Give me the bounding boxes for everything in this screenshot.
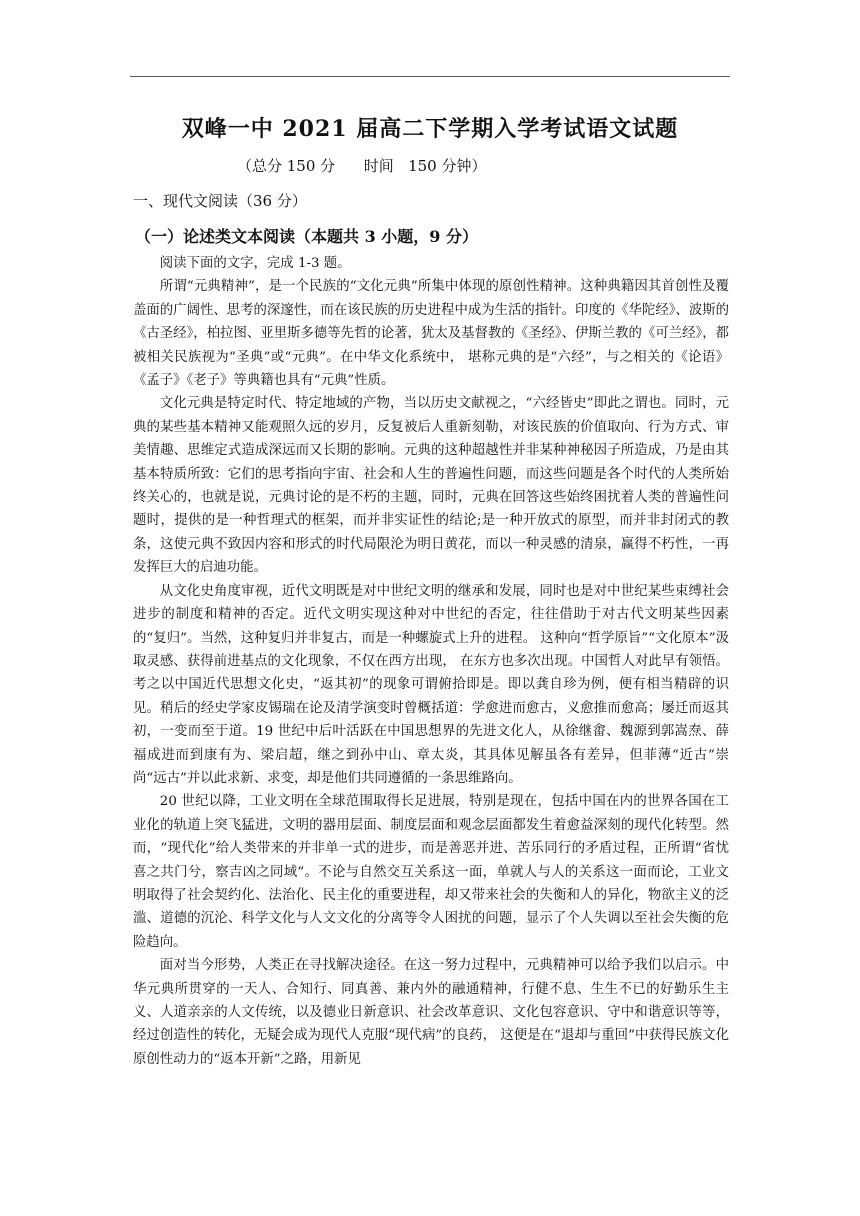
paragraph-3: 从文化史角度审视，近代文明既是对中世纪文明的继承和发展，同时也是对中世纪某些束缚社会进步的制度和精神的否定。近代文明实现这种对中世纪的否定，往往借助于对古代文明某些因素的“复归”。当然，这种复归并非复古，而是一种螺旋式上升的进程。 这种向“哲学原旨”“文化原本”汲取灵感、获得前进基点的文化现象，不仅在西方出现， 在东方也多次出现。中国哲人对此早有领悟。考之以中国近代思想文化史，“返其初”的现象可谓俯拾即是。即以龚自珍为例，便有相当精辟的识见。稍后的经史学家皮锡瑞在论及清学演变时曾概括道：学愈进而愈古，义愈推而愈高；屡迁而返其初，一变而至于道。19 世纪中后叶活跃在中国思想界的先进文化人，从徐继畬、魏源到郭嵩焘、薛福成进而到康有为、梁启超，继之到孙中山、章太炎，其具体见解虽各有差异，但菲薄“近古”崇尚“远古”并以此求新、求变，却是他们共同遵循的一条思维路向。 xyxy=(133,583,729,786)
page-title: 双峰一中 2021 届高二下学期入学考试语文试题 xyxy=(181,116,679,142)
paragraph-1: 所谓“元典精神”，是一个民族的“文化元典”所集中体现的原创性精神。这种典籍因其首创性及覆盖面的广阔性、思考的深邃性，而在该民族的历史进程中成为生活的指针。印度的《华陀经》、波斯的《古圣经》，柏拉图、亚里斯多德等先哲的论著，犹太及基督教的《圣经》、伊斯兰教的《可兰经》，都被相关民族视为“圣典”或“元典”。在中华文化系统中， 堪称元典的是“六经”，与之相关的《论语》《孟子》《老子》等典籍也具有“元典”性质。 xyxy=(133,279,729,389)
subsection-heading: （一）论述类文本阅读（本题共 3 小题，9 分） xyxy=(135,227,478,246)
instruction-line: 阅读下面的文字，完成 1-3 题。 xyxy=(159,256,351,271)
paragraph-2: 文化元典是特定时代、特定地域的产物，当以历史文献视之，“六经皆史”即此之谓也。同时，元典的某些基本精神又能观照久远的岁月，反复被后人重新刻勒，对该民族的价值取向、行为方式、审美情趣、思维定式造成深远而又长期的影响。元典的这种超越性并非某种神秘因子所造成，乃是由其基本特质所致：它们的思考指向宇宙、社会和人生的普遍性问题，而这些问题是各个时代的人类所始终关心的，也就是说，元典讨论的是不朽的主题，同时，元典在回答这些始终困扰着人类的普遍性问题时，提供的是一种哲理式的框架，而并非实证性的结论;是一种开放式的原型，而并非封闭式的教条，这使元典不致因内容和形式的时代局限沦为明日黄花，而以一种灵感的清泉，赢得不朽性，一再发挥巨大的启迪功能。 xyxy=(133,396,729,576)
reading-passage xyxy=(133,252,729,1071)
header-rule xyxy=(130,76,730,77)
section-heading: 一、现代文阅读（36 分） xyxy=(133,192,307,210)
exam-info: （总分 150 分 时间 150 分钟） xyxy=(237,157,487,175)
paragraph-5: 面对当今形势，人类正在寻找解决途径。在这一努力过程中，元典精神可以给予我们以启示。中华元典所贯穿的一天人、合知行、同真善、兼内外的融通精神，行健不息、生生不已的好勤乐生主义、人道亲亲的人文传统，以及德业日新意识、社会改革意识、文化包容意识、守中和谐意识等等，经过创造性的转化，无疑会成为现代人克服“现代病”的良药， 这便是在“退却与重回”中获得民族文化原创性动力的“返本开新”之路，用新见 xyxy=(133,958,729,1067)
paragraph-4: 20 世纪以降，工业文明在全球范围取得长足进展，特别是现在，包括中国在内的世界各国在工业化的轨道上突飞猛进，文明的器用层面、制度层面和观念层面都发生着愈益深刻的现代化转型。然而，“现代化”给人类带来的并非单一式的进步，而是善恶并进、苦乐同行的矛盾过程，正所谓“省忧喜之共门兮，察吉凶之同域”。不论与自然交互关系这一面，单就人与人的关系这一面而论，工业文明取得了社会契约化、法治化、民主化的重要进程，却又带来社会的失衡和人的异化，物欲主义的泛滥、道德的沉沦、科学文化与人文文化的分离等令人困扰的问题，显示了个人失调以至社会失衡的危险趋向。 xyxy=(133,794,729,950)
